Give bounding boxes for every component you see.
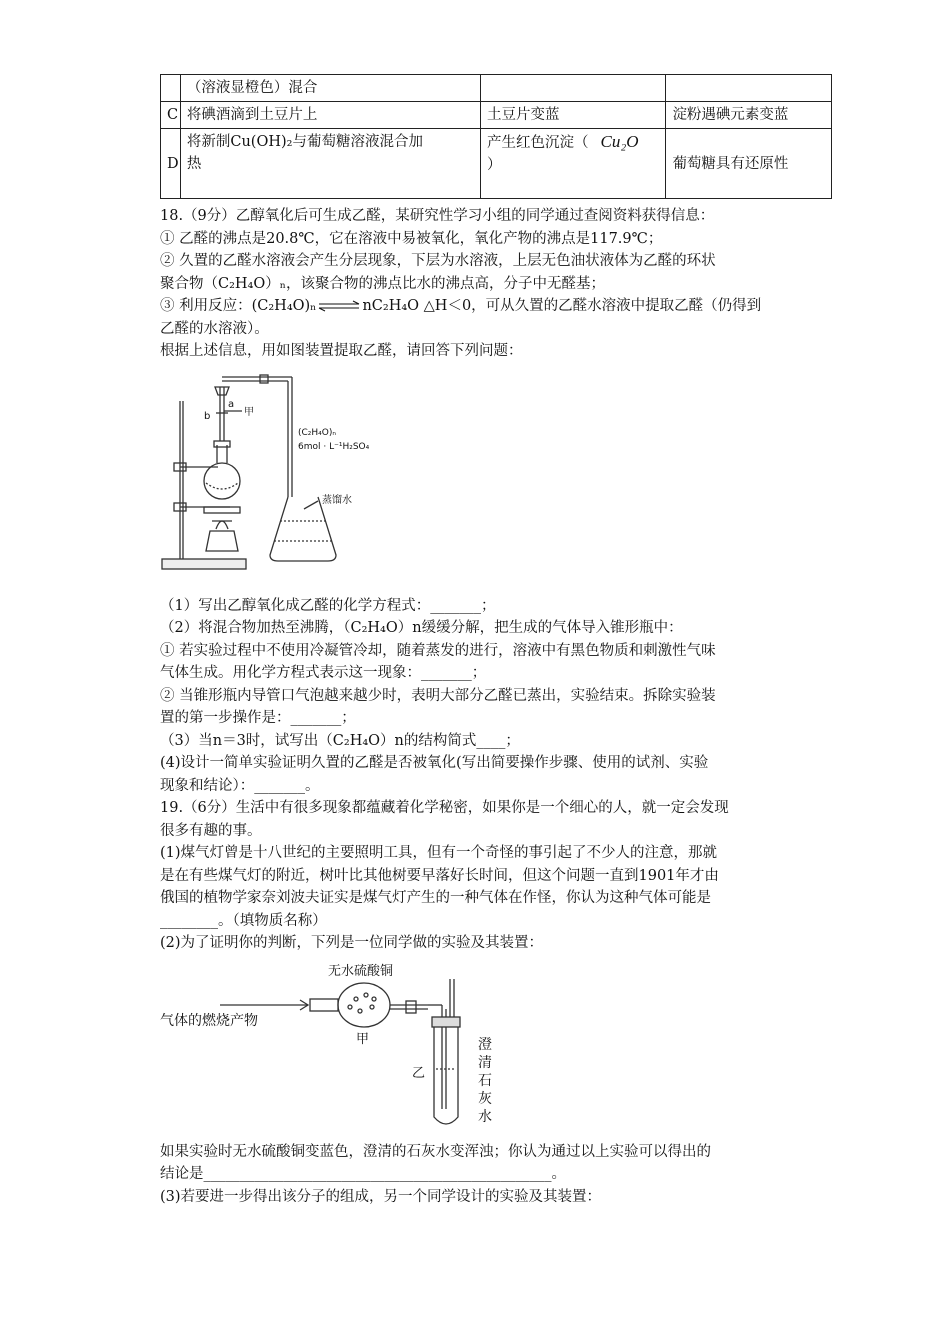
operation-cell: （溶液显橙色）混合 <box>180 75 480 102</box>
label-a: a <box>228 398 235 410</box>
q19-p2: (2)为了证明你的判断，下列是一位同学做的实验及其装置： <box>160 935 544 951</box>
test-apparatus-drawing <box>160 959 620 1135</box>
q19-p3: (3)若要进一步得出该分子的组成，另一个同学设计的实验及其装置： <box>160 1188 602 1205</box>
q18-info-2a: ② 久置的乙醛水溶液会产生分层现象，下层为水溶液，上层无色油状液体为乙醛的环状 <box>160 253 716 269</box>
conclusion-cell: 淀粉遇碘元素变蓝 <box>666 102 832 129</box>
q18-info-1: ① 乙醛的沸点是20.8℃，它在溶液中易被氧化，氧化产物的沸点是117.9℃； <box>160 230 663 247</box>
q19-p1c: 俄国的植物学家奈刘波夫证实是煤气灯产生的一种气体在作怪，你认为这种气体可能是 <box>160 890 711 906</box>
conclusion-cell: 葡萄糖具有还原性 <box>666 129 832 199</box>
conclusion-cell <box>666 75 832 102</box>
label-yi: 乙 <box>412 1065 426 1081</box>
options-table <box>160 74 832 199</box>
phenomenon-text: 产生红色沉淀（ <box>487 135 589 151</box>
label-limewater-4: 灰 <box>478 1090 492 1107</box>
label-limewater-2: 清 <box>478 1054 492 1071</box>
table-row <box>161 102 832 129</box>
label-limewater-1: 澄 <box>478 1036 492 1053</box>
q19-result-b: 结论是________________________________________________。 <box>160 1166 566 1182</box>
q18-stem: 18.（9分）乙醇氧化后可生成乙醛，某研究性学习小组的同学通过查阅资料获得信息： <box>160 208 715 224</box>
label-jia: 甲 <box>356 1031 370 1047</box>
q18-sub-4b: 现象和结论）：_______。 <box>160 777 320 794</box>
q19-stem-b: 很多有趣的事。 <box>160 822 262 839</box>
q18-sub-2-1a: ① 若实验过程中不使用冷凝管冷却，随着蒸发的进行，溶液中有黑色物质和刺激性气味 <box>160 642 716 659</box>
q18-info-2b: 聚合物（C₂H₄O）ₙ，该聚合物的沸点比水的沸点高，分子中无醛基； <box>160 275 606 292</box>
q19-p1d: ________。（填物质名称） <box>160 912 327 929</box>
label-combustion-products: 气体的燃烧产物 <box>160 1012 258 1029</box>
label-jia: 甲 <box>244 406 254 418</box>
reaction-right: nC₂H₄O △H＜0，可从久置的乙醛水溶液中提取乙醛（仍得到 <box>362 298 762 314</box>
operation-line: 热 <box>186 156 202 172</box>
distillation-apparatus-figure <box>160 371 600 581</box>
test-apparatus-figure <box>160 959 620 1135</box>
q18-sub-3: （3）当n＝3时，试写出（C₂H₄O）n的结构简式____； <box>160 732 520 749</box>
q18-intro: 根据上述信息，用如图装置提取乙醛，请回答下列问题： <box>160 343 523 359</box>
q18-info-3b: 乙醛的水溶液）。 <box>160 320 269 337</box>
q19-stem-a: 19.（6分）生活中有很多现象都蕴藏着化学秘密，如果你是一个细心的人，就一定会发现 <box>160 800 729 816</box>
phenomenon-cell: 土豆片变蓝 <box>481 102 666 129</box>
row-label: C <box>161 102 181 129</box>
phenomenon-cell <box>481 75 666 102</box>
q18-info-3a <box>160 295 832 318</box>
label-acid: 6mol · L⁻¹H₂SO₄ <box>298 441 370 452</box>
q18-sub-1: （1）写出乙醇氧化成乙醛的化学方程式：_______； <box>160 597 496 614</box>
label-limewater-5: 水 <box>478 1108 492 1125</box>
row-label: D <box>161 129 181 199</box>
q19-p1b: 是在有些煤气灯的附近，树叶比其他树要早落好长时间，但这个问题一直到1901年才由 <box>160 867 719 884</box>
table-row <box>161 129 832 199</box>
label-distilled-water: 蒸馏水 <box>322 494 352 506</box>
label-polymer: (C₂H₄O)ₙ <box>298 427 336 438</box>
label-limewater-3: 石 <box>478 1072 492 1089</box>
q18-sub-2: （2）将混合物加热至沸腾，（C₂H₄O）n缓缓分解，把生成的气体导入锥形瓶中： <box>160 620 683 636</box>
label-b: b <box>204 410 211 422</box>
operation-cell: 将碘酒滴到土豆片上 <box>180 102 480 129</box>
row-label <box>161 75 181 102</box>
q18-sub-4a: (4)设计一简单实验证明久置的乙醛是否被氧化(写出简要操作步骤、使用的试剂、实验 <box>160 755 709 771</box>
phenomenon-cell <box>481 129 666 199</box>
operation-cell <box>180 129 480 199</box>
cu2o-formula: Cu₂O <box>600 132 639 151</box>
reaction-left: ③ 利用反应：(C₂H₄O)ₙ <box>160 298 317 314</box>
operation-line: 将新制Cu(OH)₂与葡萄糖溶液混合加 <box>186 134 423 150</box>
table-row <box>161 75 832 102</box>
phenomenon-close: ） <box>487 157 502 173</box>
q18-sub-2-2a: ② 当锥形瓶内导管口气泡越来越少时，表明大部分乙醛已蒸出，实验结束。拆除实验装 <box>160 687 716 704</box>
distillation-apparatus-drawing <box>160 371 600 581</box>
q19-p1a: (1)煤气灯曾是十八世纪的主要照明工具，但有一个奇怪的事引起了不少人的注意，那就 <box>160 845 718 861</box>
q18-sub-2-2b: 置的第一步操作是：_______； <box>160 710 356 726</box>
reversible-arrow-icon <box>317 300 361 312</box>
q18-sub-2-1b: 气体生成。用化学方程式表示这一现象：_______； <box>160 665 487 681</box>
q19-result-a: 如果实验时无水硫酸铜变蓝色，澄清的石灰水变浑浊；你认为通过以上实验可以得出的 <box>160 1143 711 1160</box>
label-anhydrous-cuso4: 无水硫酸铜 <box>328 963 394 979</box>
page-content <box>160 74 832 1208</box>
